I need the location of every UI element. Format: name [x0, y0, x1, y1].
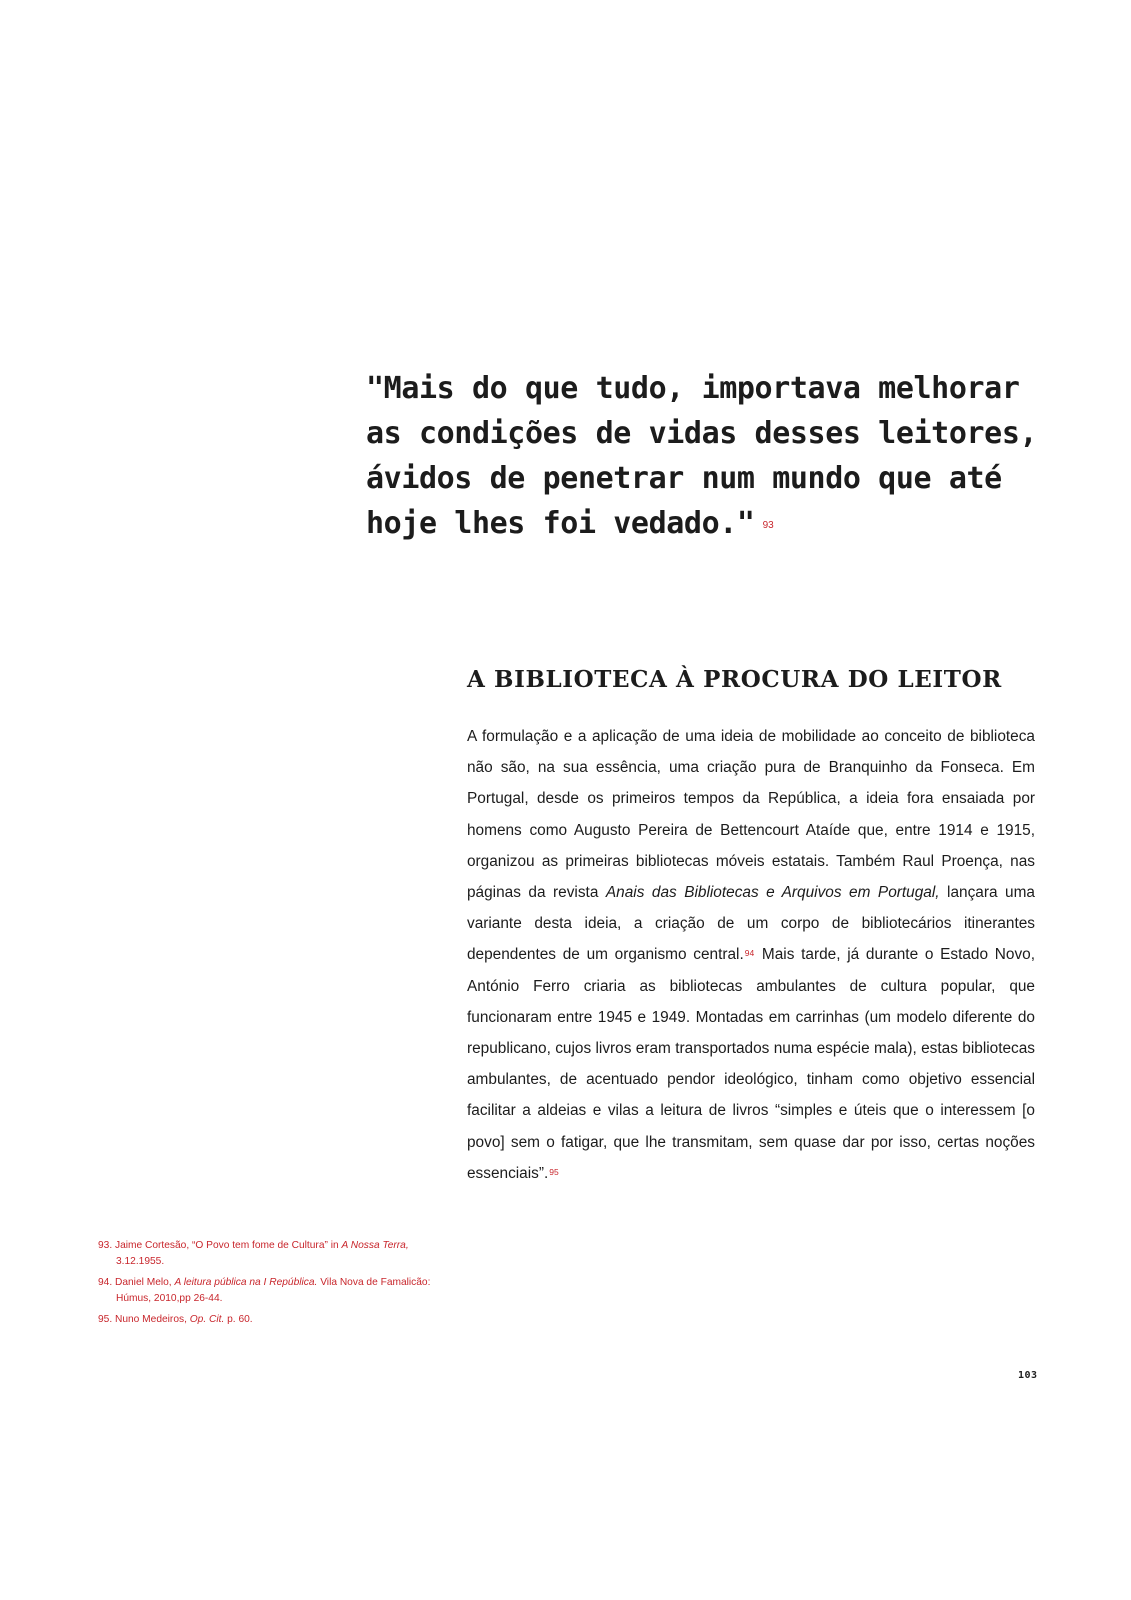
body-paragraph	[467, 721, 1035, 1189]
footnote-95	[98, 1312, 433, 1328]
body-text-segment: Mais tarde, já durante o Estado Novo, António Ferro criaria as bibliotecas ambulantes de cultura popular, que funcionaram entre 1945 e 1949. Montadas em carrinhas (um modelo diferente do republicano, cujos livros eram transportados numa espécie mala), estas bibliotecas ambulantes, de acentuado pendor ideológico, tinham como objetivo essencial facilitar a aldeias e vilas a leitura de livros “simples e úteis que o interessem [o povo] sem o fatigar, que lhe transmitam, sem quase dar por isso, certas noções essenciais”.	[467, 946, 1035, 1182]
footnote-text: Vila Nova de Famalicão: Húmus, 2010,pp 26-44.	[116, 1277, 431, 1304]
section-title: A BIBLIOTECA À PROCURA DO LEITOR	[467, 666, 1002, 693]
footnotes	[98, 1238, 433, 1334]
pull-quote-line: as condições de vidas desses leitores,	[366, 416, 1038, 451]
pull-quote-line: ávidos de penetrar num mundo que até	[366, 461, 1002, 496]
footnote-text: 93. Jaime Cortesão, “O Povo tem fome de Cultura” in	[98, 1240, 342, 1251]
section-biblioteca	[467, 665, 1035, 1189]
footnote-text: 94. Daniel Melo,	[98, 1277, 175, 1288]
footnote-ref-95[interactable]: 95	[549, 1166, 559, 1177]
journal-title-italic: Anais das Bibliotecas e Arquivos em Portugal,	[605, 884, 940, 902]
footnote-text: 95. Nuno Medeiros,	[98, 1314, 190, 1325]
footnote-text: 3.12.1955.	[116, 1255, 165, 1267]
footnote-text: p. 60.	[224, 1314, 253, 1325]
pull-quote	[366, 366, 1046, 546]
pull-quote-line: "Mais do que tudo, importava melhorar	[366, 371, 1020, 406]
footnote-italic: Op. Cit.	[189, 1314, 225, 1325]
footnote-italic: A Nossa Terra,	[341, 1240, 409, 1251]
footnote-94	[98, 1275, 433, 1306]
footnote-italic: A leitura pública na I República.	[174, 1277, 318, 1288]
footnote-93	[98, 1238, 433, 1269]
pull-quote-line: hoje lhes foi vedado."	[366, 506, 755, 541]
body-text-segment: lançara uma variante desta ideia, a criação de um corpo de bibliotecários itinerantes dependentes de um organismo central.	[467, 884, 1035, 964]
body-text-segment: A formulação e a aplicação de uma ideia de mobilidade ao conceito de biblioteca não são, na sua essência, uma criação pura de Branquinho da Fonseca. Em Portugal, desde os primeiros tempos da República, a ideia fora ensaiada por homens como Augusto Pereira de Bettencourt Ataíde que, entre 1914 e 1915, organizou as primeiras bibliotecas móveis estatais. Também Raul Proença, nas páginas da revista	[467, 728, 1035, 902]
footnote-ref-93[interactable]: 93	[762, 520, 774, 531]
footnote-ref-94[interactable]: 94	[744, 948, 755, 959]
page-number: 103	[1018, 1370, 1038, 1381]
